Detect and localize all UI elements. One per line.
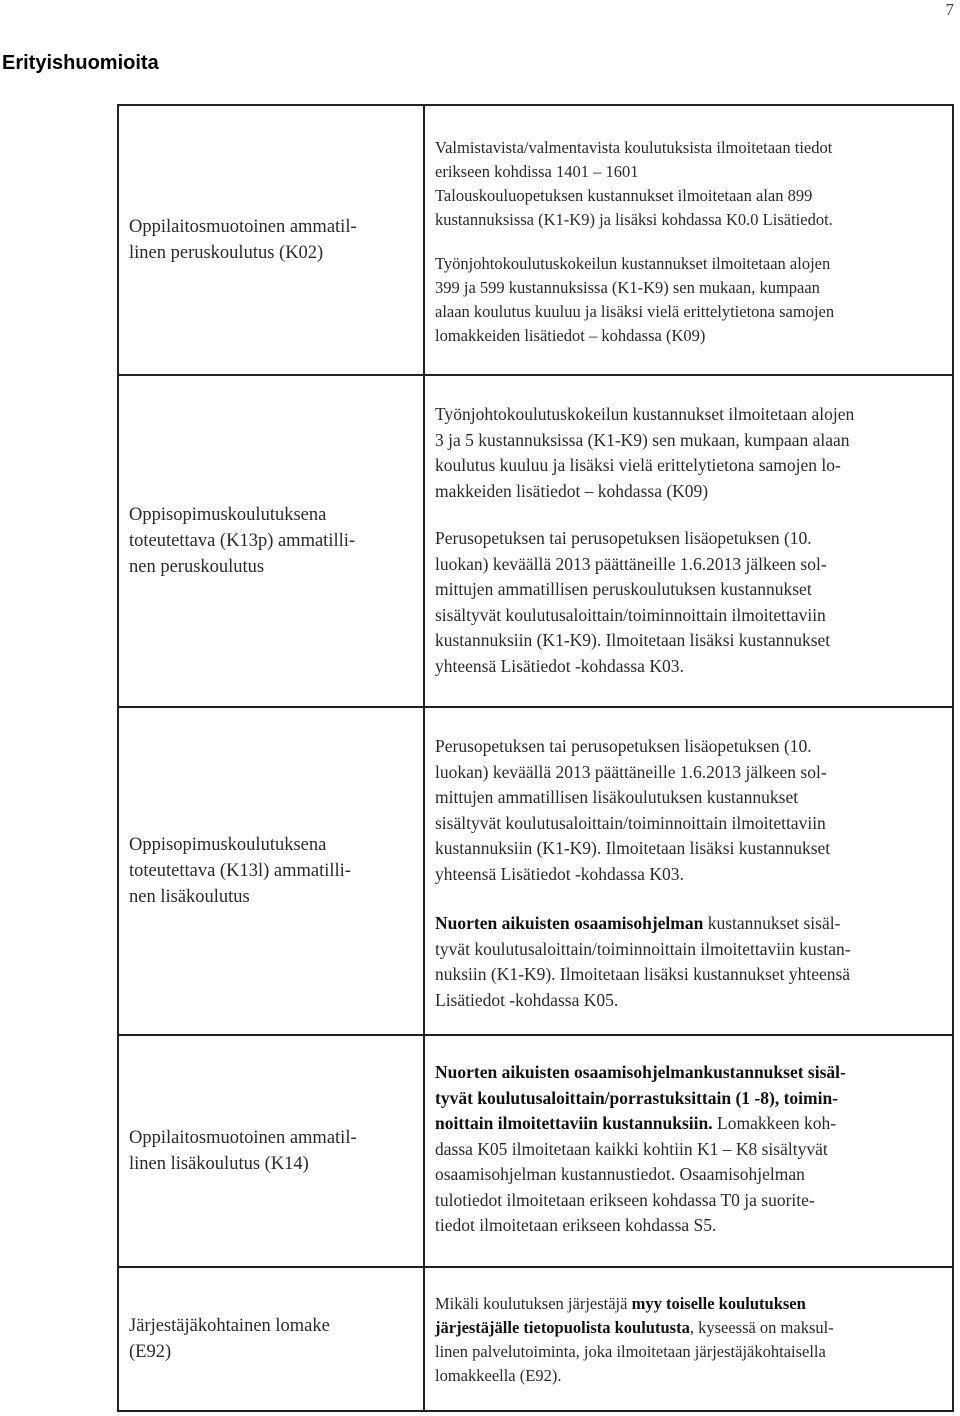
paragraph: Valmistavista/valmentavista koulutuksista ilmoitetaan tiedot erikseen kohdissa 1401 – 1601 Talouskouluopetuksen kustannukset ilmoitetaan alan 899 kustannuksissa (K1-K9) ja lisäksi kohdassa K0.0 Lisätiedot. bbox=[435, 138, 833, 229]
row-content-cell bbox=[425, 106, 952, 374]
paragraph: Nuorten aikuisten osaamisohjelmankustannukset sisäl- tyvät koulutusaloittain/porrastuksittain (1 -8), toimin- noittain ilmoitettaviin kustannuksiin. Lomakkeen koh- dassa K05 ilmoitetaan kaikki kohtiin K1 – K8 sisältyvät osaamisohjelman kustannustiedot. Osaamisohjelman tulotiedot ilmoitetaan erikseen kohdassa T0 ja suorite- tiedot ilmoitetaan erikseen kohdassa S5. bbox=[435, 1062, 846, 1235]
table-row bbox=[117, 706, 954, 1036]
section-heading: Erityishuomioita bbox=[2, 52, 159, 74]
row-label-cell bbox=[119, 1036, 425, 1266]
paragraph: Nuorten aikuisten osaamisohjelman kustannukset sisäl- tyvät koulutusaloittain/toiminnoittain ilmoitettaviin kustan- nuksiin (K1-K9). Ilmoitetaan lisäksi kustannukset yhteensä Lisätiedot -kohdassa K05. bbox=[435, 913, 851, 1010]
row-label: Oppilaitosmuotoinen ammatil- linen lisäkoulutus (K14) bbox=[129, 1128, 357, 1174]
row-label-cell bbox=[119, 708, 425, 1034]
paragraph: Mikäli koulutuksen järjestäjä myy toiselle koulutuksen järjestäjälle tietopuolista koulutusta, kyseessä on maksul- linen palvelutoiminta, joka ilmoitetaan järjestäjäkohtaisella lomakkeella (E92). bbox=[435, 1294, 834, 1385]
row-label: Järjestäjäkohtainen lomake (E92) bbox=[129, 1316, 330, 1362]
row-content-cell bbox=[425, 1036, 952, 1266]
row-content-cell bbox=[425, 376, 952, 706]
table-row bbox=[117, 374, 954, 708]
row-label: Oppilaitosmuotoinen ammatil- linen peruskoulutus (K02) bbox=[129, 217, 357, 263]
paragraph: Työnjohtokoulutuskokeilun kustannukset ilmoitetaan alojen 399 ja 599 kustannuksissa (K1-K9) sen mukaan, kumpaan alaan koulutus kuuluu ja lisäksi vielä erittelytietona samojen lomakkeiden lisätiedot – kohdassa (K09) bbox=[435, 254, 835, 345]
row-content-cell bbox=[425, 1268, 952, 1410]
row-label-cell bbox=[119, 106, 425, 374]
row-label: Oppisopimuskoulutuksena toteutettava (K13l) ammatilli- nen lisäkoulutus bbox=[129, 835, 351, 907]
table-row bbox=[117, 104, 954, 376]
paragraph: Perusopetuksen tai perusopetuksen lisäopetuksen (10. luokan) keväällä 2013 päättäneille 1.6.2013 jälkeen sol- mittujen ammatillisen lisäkoulutuksen kustannukset sisältyvät koulutusaloittain/toiminnoittain ilmoitettaviin kustannuksiin (K1-K9). Ilmoitetaan lisäksi kustannukset yhteensä Lisätiedot -kohdassa K03. bbox=[435, 736, 831, 884]
paragraph: Työnjohtokoulutuskokeilun kustannukset ilmoitetaan alojen 3 ja 5 kustannuksissa (K1-K9) sen mukaan, kumpaan alaan koulutus kuuluu ja lisäksi vielä erittelytietona samojen lo- makkeiden lisätiedot – kohdassa (K09) bbox=[435, 404, 855, 501]
row-content-cell bbox=[425, 708, 952, 1034]
table-row bbox=[117, 1266, 954, 1412]
row-label: Oppisopimuskoulutuksena toteutettava (K13p) ammatilli- nen peruskoulutus bbox=[129, 505, 356, 577]
row-label-cell bbox=[119, 1268, 425, 1410]
row-label-cell bbox=[119, 376, 425, 706]
paragraph: Perusopetuksen tai perusopetuksen lisäopetuksen (10. luokan) keväällä 2013 päättäneille 1.6.2013 jälkeen sol- mittujen ammatillisen peruskoulutuksen kustannukset sisältyvät koulutusaloittain/toiminnoittain ilmoitettaviin kustannuksiin (K1-K9). Ilmoitetaan lisäksi kustannukset yhteensä Lisätiedot -kohdassa K03. bbox=[435, 528, 831, 676]
table-row bbox=[117, 1034, 954, 1268]
page-number: 7 bbox=[945, 0, 954, 19]
